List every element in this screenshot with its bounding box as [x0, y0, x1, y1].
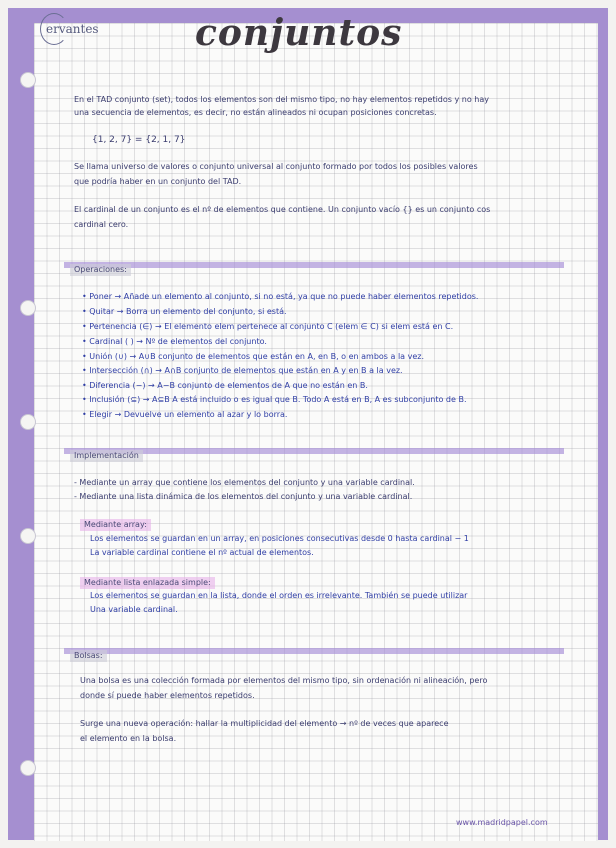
list-item: • Inclusión (⊆) → A⊆B A está incluido o es igual que B. Todo A está en B, A es subconjunto de B.	[82, 395, 467, 404]
list-item: • Poner → Añade un elemento al conjunto, si no está, ya que no puede haber elementos repetidos.	[82, 292, 479, 301]
list-item: • Elegir → Devuelve un elemento al azar y lo borra.	[82, 410, 288, 419]
intro-line: El cardinal de un conjunto es el nº de elementos que contiene. Un conjunto vacío {} es un conjunto cos	[74, 205, 491, 214]
bolsas-line: el elemento en la bolsa.	[80, 734, 177, 743]
list-item: • Diferencia (−) → A−B conjunto de elementos de A que no están en B.	[82, 381, 368, 390]
impl-line: - Mediante una lista dinámica de los elementos del conjunto y una variable cardinal.	[74, 492, 413, 501]
purple-frame	[8, 8, 608, 840]
page-title: conjuntos	[195, 12, 403, 54]
footer-url: www.madridpapel.com	[456, 818, 548, 827]
section-header-bolsas: Bolsas:	[70, 650, 107, 662]
section-bar	[64, 262, 564, 268]
intro-line: cardinal cero.	[74, 220, 129, 229]
list-item: • Intersección (∩) → A∩B conjunto de elementos que están en A y en B a la vez.	[82, 366, 403, 375]
intro-line: que podría haber en un conjunto del TAD.	[74, 177, 242, 186]
impl-array-line: La variable cardinal contiene el nº actual de elementos.	[90, 548, 314, 557]
section-bar	[64, 648, 564, 654]
list-item: • Pertenencia (∈) → El elemento elem pertenece al conjunto C (elem ∈ C) si elem está en C.	[82, 322, 454, 331]
impl-array-line: Los elementos se guardan en un array, en posiciones consecutivas desde 0 hasta cardinal − 1	[90, 534, 469, 543]
list-item: • Cardinal ( ) → Nº de elementos del conjunto.	[82, 337, 267, 346]
intro-line: En el TAD conjunto (set), todos los elementos son del mismo tipo, no hay elementos repetidos y no hay	[74, 95, 489, 104]
intro-line: una secuencia de elementos, es decir, no están alineados ni ocupan posiciones concretas.	[74, 108, 437, 117]
list-item: • Unión (∪) → A∪B conjunto de elementos que están en A, en B, o en ambos a la vez.	[82, 352, 425, 361]
set-equality: {1, 2, 7} = {2, 1, 7}	[92, 135, 186, 145]
subheader-array: Mediante array:	[80, 519, 151, 531]
list-item: • Quitar → Borra un elemento del conjunto, si está.	[82, 307, 287, 316]
section-header-operaciones: Operaciones:	[70, 264, 131, 276]
impl-lista-line: Una variable cardinal.	[90, 605, 178, 614]
bolsas-line: Una bolsa es una colección formada por elementos del mismo tipo, sin ordenación ni alineación, pero	[80, 676, 488, 685]
binder-hole	[20, 72, 36, 88]
binder-hole	[20, 528, 36, 544]
subheader-lista: Mediante lista enlazada simple:	[80, 577, 215, 589]
section-header-implementacion: Implementación	[70, 450, 143, 462]
impl-lista-line: Los elementos se guardan en la lista, donde el orden es irrelevante. También se puede utilizar	[90, 591, 468, 600]
impl-line: - Mediante un array que contiene los elementos del conjunto y una variable cardinal.	[74, 478, 415, 487]
bolsas-line: Surge una nueva operación: hallar la multiplicidad del elemento → nº de veces que aparece	[80, 719, 449, 728]
binder-hole	[20, 300, 36, 316]
binder-hole	[20, 414, 36, 430]
binder-hole	[20, 760, 36, 776]
bolsas-line: donde sí puede haber elementos repetidos.	[80, 691, 255, 700]
brand-logo: ervantes	[46, 22, 99, 36]
intro-line: Se llama universo de valores o conjunto universal al conjunto formado por todos los posibles valores	[74, 162, 478, 171]
